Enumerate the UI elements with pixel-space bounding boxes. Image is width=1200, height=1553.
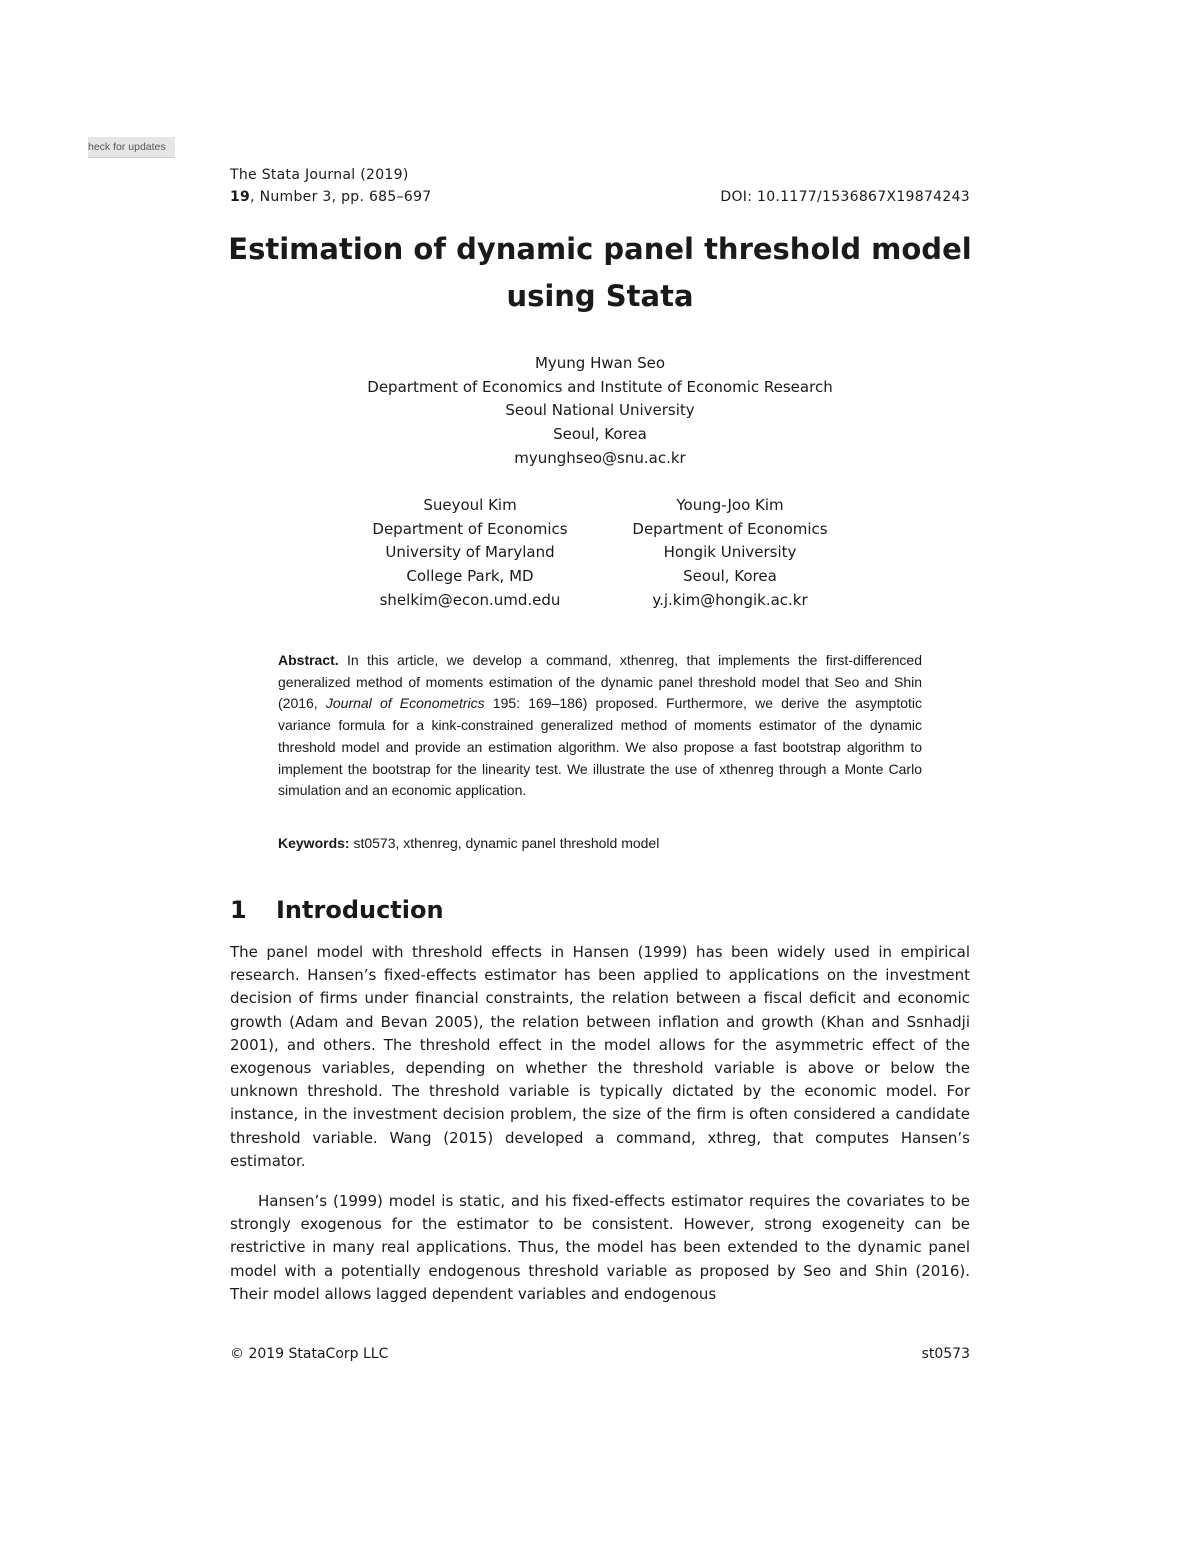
author-email[interactable]: myunghseo@snu.ac.kr [514,448,686,467]
author-name: Sueyoul Kim [423,496,517,514]
author-name: Myung Hwan Seo [534,354,666,372]
author-department: Department of Economics [632,519,828,538]
journal-name: The Stata Journal (2019) [230,167,409,183]
author-name: Young-Joo Kim [676,496,784,514]
author-block-1 [300,352,900,471]
paper-title [200,226,1000,320]
author-university: University of Maryland [385,543,555,562]
author-university: Seoul National University [505,401,695,420]
section-heading [230,892,444,928]
body-paragraph-1: The panel model with threshold effects in Hansen (1999) has been widely used in empirical research. Hansen’s fixed-effects estimator has been applied to applications on the investment decision of firms under financial constraints, the relation between a fiscal deficit and economic growth (Adam and Bevan 2005), the relation between inflation and growth (Khan and Ssnhadji 2001), and others. The threshold effect in the model allows for the asymmetric effect of the exogenous variables, depending on whether the threshold variable is above or below the unknown threshold. The threshold variable is typically dictated by the economic model. For instance, in the investment decision problem, the size of the firm is often considered a candidate threshold variable. Wang (2015) developed a command, xthreg, that computes Hansen’s estimator. [230,943,970,1170]
abstract [278,650,922,802]
author-city: Seoul, Korea [683,567,777,586]
author-city: Seoul, Korea [553,425,647,444]
section-title: Introduction [276,896,444,924]
section-number: 1 [230,896,247,924]
abstract-journal: Journal of Econometrics [325,695,485,712]
author-email[interactable]: y.j.kim@hongik.ac.kr [652,590,808,609]
journal-volume-line [230,186,970,208]
author-block-3 [580,494,880,613]
author-department: Department of Economics and Institute of Economic Research [367,377,833,396]
abstract-text-a: In this article, we develop a command, xthenreg, that implements the first-differenced generalized method of moments estimation of the dynamic panel threshold model that Seo and Shin (2016, [278,652,922,712]
page-footer [230,1343,970,1365]
author-city: College Park, MD [406,567,534,586]
keywords [278,832,922,854]
author-university: Hongik University [663,543,797,562]
copyright: © 2019 StataCorp LLC [230,1346,389,1362]
keywords-text: st0573, xthenreg, dynamic panel threshold model [353,835,660,851]
abstract-text-b: 195: 169–186) proposed. Furthermore, we derive the asymptotic variance formula for a kink-constrained generalized method of moments estimator of the dynamic threshold model and provide an estimation algorithm. We also propose a fast bootstrap algorithm to implement the bootstrap for the linearity test. We illustrate the use of xthenreg through a Monte Carlo simulation and an economic application. [278,695,922,799]
keywords-label: Keywords: [278,835,350,851]
author-block-2 [320,494,620,613]
check-for-updates-badge[interactable]: heck for updates [88,137,175,158]
doi[interactable]: DOI: 10.1177/1536867X19874243 [720,189,970,205]
title-line-2: using Stata [506,279,694,313]
title-line-1: Estimation of dynamic panel threshold model [228,232,972,266]
volume-info [230,186,432,208]
abstract-label: Abstract. [278,652,339,668]
author-email[interactable]: shelkim@econ.umd.edu [379,590,561,609]
article-code: st0573 [921,1346,970,1362]
issue-pages: , Number 3, pp. 685–697 [250,189,432,205]
body-paragraph-2: Hansen’s (1999) model is static, and his fixed-effects estimator requires the covariates to be strongly exogenous for the estimator to be consistent. However, strong exogeneity can be restrictive in many real applications. Thus, the model has been extended to the dynamic panel model with a potentially endogenous threshold variable as proposed by Seo and Shin (2016). Their model allows lagged dependent variables and endogenous [230,1192,970,1303]
volume-number: 19 [230,189,251,205]
author-department: Department of Economics [372,519,568,538]
